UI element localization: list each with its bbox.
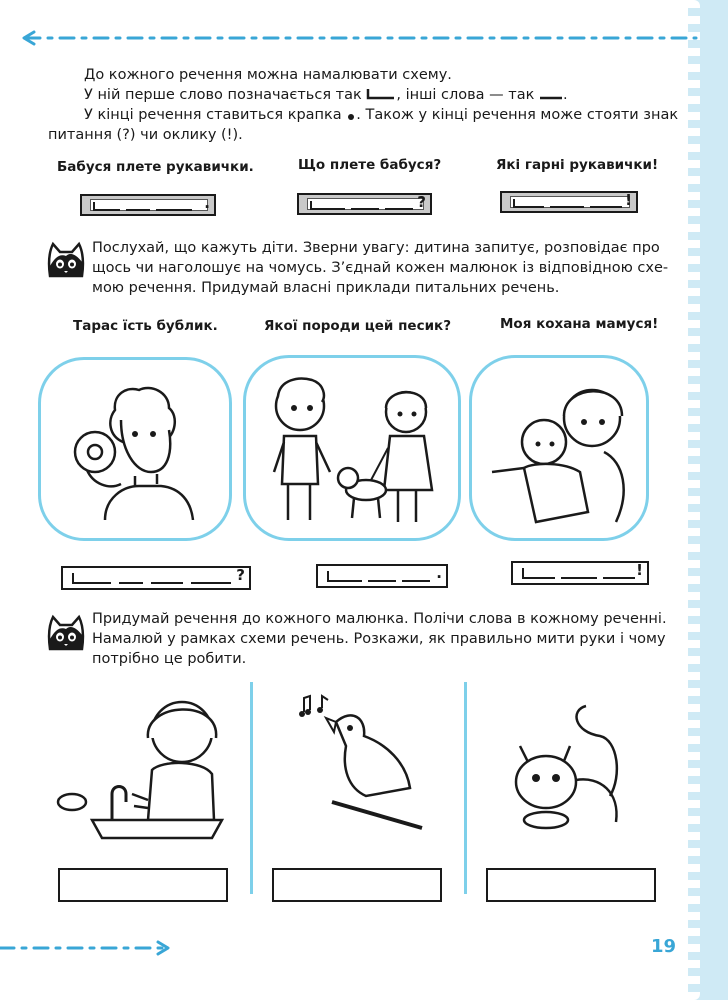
intro-line-1: До кожного речення можна намалювати схему. bbox=[84, 67, 452, 83]
kids-with-dog-illustration bbox=[258, 372, 452, 528]
intro-line-4: питання (?) чи оклику (!). bbox=[48, 127, 243, 143]
picture-frame-kids-dog bbox=[243, 355, 461, 541]
bottom-arrow-decoration bbox=[0, 938, 178, 958]
example-sentence-2: Що плете бабуся? bbox=[298, 157, 442, 173]
task2-line-3: потрібно це робити. bbox=[92, 651, 247, 667]
example-schema-3: ! bbox=[500, 191, 638, 213]
dot-symbol bbox=[346, 110, 356, 120]
mother-hugging-girl-illustration bbox=[484, 372, 640, 528]
picture-frame-boy bbox=[38, 357, 232, 541]
boy-eating-bagel-illustration bbox=[65, 380, 205, 520]
task1-sentence-2: Якої породи цей песик? bbox=[264, 318, 452, 334]
intro-line-3: У кінці речення ставиться крапка . Також у кінці речення може стояти знак bbox=[84, 107, 679, 123]
side-decoration bbox=[694, 0, 728, 1000]
task1-schema-question: ? bbox=[61, 566, 251, 590]
top-arrow-decoration bbox=[20, 28, 700, 48]
first-word-symbol bbox=[366, 88, 396, 100]
task1-sentence-3: Моя кохана мамуся! bbox=[500, 316, 659, 332]
cat-drinking-illustration bbox=[500, 696, 646, 842]
example-sentence-1: Бабуся плете рукавички. bbox=[57, 159, 254, 175]
task2-line-2: Намалюй у рамках схеми речень. Розкажи, як правильно мити руки і чому bbox=[92, 631, 666, 647]
column-divider bbox=[464, 682, 467, 894]
answer-schema-box-3[interactable] bbox=[486, 868, 656, 902]
example-schema-2: ? bbox=[297, 193, 432, 215]
answer-schema-box-1[interactable] bbox=[58, 868, 228, 902]
girl-washing-hands-illustration bbox=[52, 690, 238, 840]
task1-line-3: мою речення. Придумай власні приклади питальних речень. bbox=[92, 280, 560, 296]
task1-schema-statement: . bbox=[316, 564, 448, 588]
task1-schema-exclamation: ! bbox=[511, 561, 649, 585]
bird-singing-illustration bbox=[296, 692, 436, 832]
column-divider bbox=[250, 682, 253, 894]
answer-schema-box-2[interactable] bbox=[272, 868, 442, 902]
page-number: 19 bbox=[651, 936, 677, 957]
example-sentence-3: Які гарні рукавички! bbox=[496, 157, 659, 173]
task1-line-2: щось чи наголошує на чомусь. З’єднай кожен малюнок із відповідною схе- bbox=[92, 260, 669, 276]
intro-line-2: У ній перше слово позначається так , інші слова — так . bbox=[84, 87, 568, 103]
task1-line-1: Послухай, що кажуть діти. Зверни увагу: дитина запитує, розповідає про bbox=[92, 240, 660, 256]
task1-sentence-1: Тарас їсть бублик. bbox=[73, 318, 218, 334]
cat-icon bbox=[46, 240, 86, 280]
example-schema-1: . bbox=[80, 194, 216, 216]
task2-line-1: Придумай речення до кожного малюнка. Полічи слова в кожному реченні. bbox=[92, 611, 667, 627]
picture-frame-mom-daughter bbox=[469, 355, 649, 541]
word-symbol bbox=[539, 88, 563, 100]
cat-icon bbox=[46, 613, 86, 653]
